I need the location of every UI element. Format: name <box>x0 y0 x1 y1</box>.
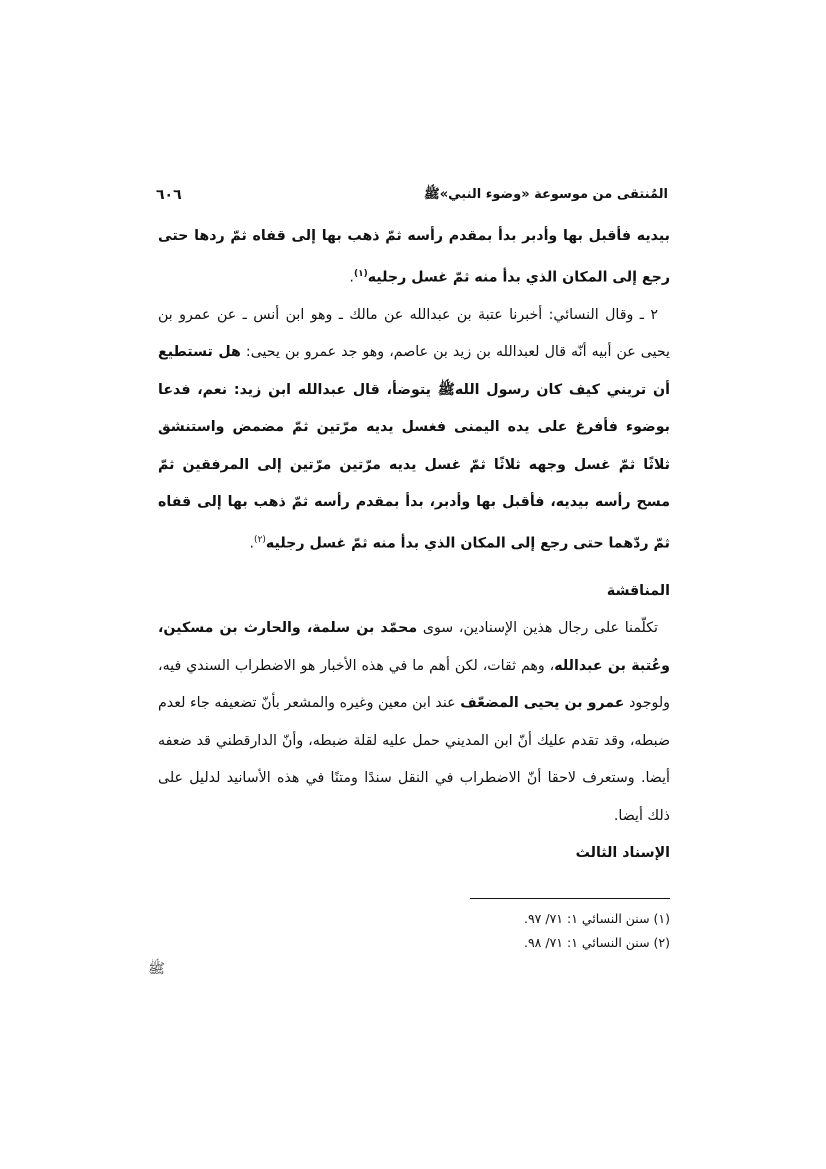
running-title: المُنتقى من موسوعة «وضوء النبي»ﷺ <box>424 186 668 202</box>
paragraph-3-name-weak: عمرو بن يحيى المضعّف <box>460 695 625 712</box>
paragraph-2-hadith: هل تستطيع أن تريني كيف كان رسول اللهﷺ يتوضأ، قال عبدالله ابن زيد: نعم، فدعا بوضوء فأفرغ على يده اليمنى فغسل يديه مرّتين ثمّ مضمض واستنشق ثلاثًا ثمّ غسل وجهه ثلاثًا ثمّ غسل يديه مرّتين مرّتين إلى المرفقين ثمّ مسح رأسه بيديه، فأقبل بها وأدبر، بدأ بمقدم رأسه ثمّ ذهب بها إلى قفاه ثمّ ردّهما حتى رجع إلى المكان الذي بدأ منه ثمّ غسل رجليه <box>158 344 670 552</box>
paragraph-3-c: ، وهم ثقات، لكن أهم ما في هذه الأخبار هو الاضطراب السندي فيه، ولوجود <box>158 657 670 712</box>
footnote-ref-1: (١) <box>353 268 368 279</box>
paragraph-3 <box>158 610 670 835</box>
paragraph-1-text: بيديه فأقبل بها وأدبر بدأ بمقدم رأسه ثمّ ذهب بها إلى قفاه ثمّ ردها حتى رجع إلى المكان الذي بدأ منه ثمّ غسل رجليه <box>158 228 670 286</box>
running-header <box>156 183 668 207</box>
paragraph-1 <box>158 218 670 297</box>
footnote-1: (١) سنن النسائي ١: ٧١/ ٩٧. <box>523 911 670 926</box>
paragraph-3-d: عند ابن معين وغيره والمشعر بأنّ تضعيفه جاء لعدم ضبطه، وقد تقدم عليك أنّ ابن المديني حمل عليه لقلة ضبطه، وأنّ الدارقطني قد ضعفه أيضا. وستعرف لاحقا أنّ الاضطراب في النقل سندًا ومتنًا في هذه الأسانيد لدليل على ذلك أيضا. <box>158 695 670 824</box>
footnote-ref-2: (٢) <box>254 534 266 545</box>
paragraph-3-names: محمّد بن سلمة، والحارث بن مسكين، وعُتبة بن عبدالله <box>158 620 670 674</box>
section-heading-third-isnad: الإسناد الثالث <box>575 845 670 862</box>
page-mark: ﷺ <box>148 961 165 977</box>
paragraph-1-end: . <box>349 269 354 286</box>
main-text <box>158 218 670 873</box>
footnote-2: (٢) سنن النسائي ١: ٧١/ ٩٨. <box>523 935 670 950</box>
footnote-divider <box>470 898 670 899</box>
footnotes <box>158 898 670 955</box>
paragraph-2 <box>158 297 670 563</box>
page-number: ٦٠٦ <box>156 187 182 203</box>
paragraph-3-a: تكلّمنا على رجال هذين الإسنادين، سوى <box>422 620 658 637</box>
paragraph-2-intro: ٢ ـ وقال النسائي: أخبرنا عتبة بن عبدالله عن مالك ـ وهو ابن أنس ـ عن عمرو بن يحيى عن أبيه أنّه قال لعبدالله بن زيد بن عاصم، وهو جد عمرو بن يحيى: <box>158 306 670 361</box>
paragraph-2-end: . <box>249 535 255 552</box>
section-heading-discussion: المناقشة <box>606 582 670 599</box>
